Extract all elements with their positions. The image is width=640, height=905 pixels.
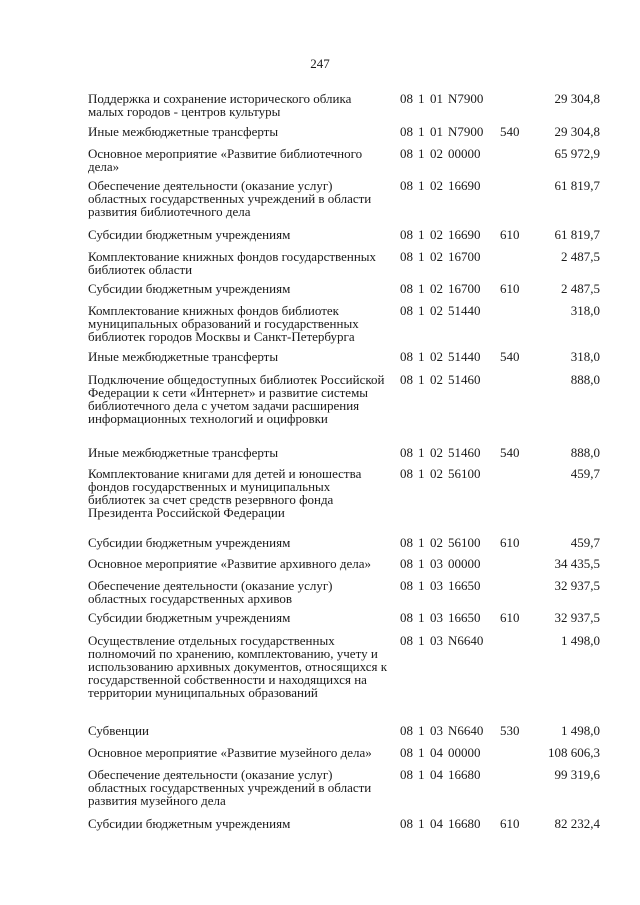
code-part: 02 xyxy=(430,281,443,296)
code-part: 1 xyxy=(418,556,425,571)
code-part: 04 xyxy=(430,816,443,831)
row-amount: 82 232,4 xyxy=(554,816,600,831)
row-expense-type: 610 xyxy=(500,610,520,625)
row-description: Субсидии бюджетным учреждениям xyxy=(88,281,291,296)
code-part: 03 xyxy=(430,723,443,738)
code-part: 02 xyxy=(430,303,443,318)
code-part: 08 xyxy=(400,556,413,571)
code-part: 08 xyxy=(400,816,413,831)
row-description: Поддержка и сохранение исторического облика малых городов - центров культуры xyxy=(88,91,352,119)
code-part: 00000 xyxy=(448,146,481,161)
code-part: 08 xyxy=(400,91,413,106)
row-amount: 318,0 xyxy=(570,349,600,364)
code-part: 1 xyxy=(418,767,425,782)
row-expense-type: 610 xyxy=(500,816,520,831)
code-part: 1 xyxy=(418,610,425,625)
row-amount: 888,0 xyxy=(570,445,600,460)
code-part: 1 xyxy=(418,281,425,296)
code-part: 08 xyxy=(400,445,413,460)
code-part: 03 xyxy=(430,610,443,625)
code-part: 02 xyxy=(430,372,443,387)
row-amount: 32 937,5 xyxy=(554,578,600,593)
code-part: 08 xyxy=(400,124,413,139)
row-code xyxy=(400,634,498,647)
row-description: Субсидии бюджетным учреждениям xyxy=(88,816,291,831)
code-part: 04 xyxy=(430,767,443,782)
code-part: 08 xyxy=(400,349,413,364)
code-part: 1 xyxy=(418,466,425,481)
code-part: 08 xyxy=(400,249,413,264)
row-code xyxy=(400,579,498,592)
code-part: 08 xyxy=(400,146,413,161)
row-description: Комплектование книжных фондов государственных библиотек области xyxy=(88,249,377,277)
code-part: 1 xyxy=(418,535,425,550)
row-description: Подключение общедоступных библиотек Российской Федерации к сети «Интернет» и развитие системы библиотечного дела с учетом задачи расширения информационных технологий и оцифровки xyxy=(88,372,385,426)
code-part: 16650 xyxy=(448,610,481,625)
code-part: 56100 xyxy=(448,466,481,481)
row-description: Обеспечение деятельности (оказание услуг) областных государственных архивов xyxy=(88,578,333,606)
row-expense-type: 610 xyxy=(500,535,520,550)
code-part: 1 xyxy=(418,178,425,193)
row-description: Основное мероприятие «Развитие архивного дела» xyxy=(88,556,372,571)
code-part: 56100 xyxy=(448,535,481,550)
code-part: 1 xyxy=(418,146,425,161)
row-code xyxy=(400,557,498,570)
code-part: 51460 xyxy=(448,372,481,387)
code-part: 08 xyxy=(400,372,413,387)
code-part: 08 xyxy=(400,578,413,593)
row-code xyxy=(400,282,498,295)
code-part: 1 xyxy=(418,303,425,318)
code-part: 02 xyxy=(430,146,443,161)
row-code xyxy=(400,467,498,480)
row-amount: 34 435,5 xyxy=(554,556,600,571)
code-part: 51440 xyxy=(448,303,481,318)
code-part: N7900 xyxy=(448,91,484,106)
code-part: 16700 xyxy=(448,281,481,296)
code-part: N6640 xyxy=(448,723,484,738)
code-part: 00000 xyxy=(448,745,481,760)
row-amount: 459,7 xyxy=(570,466,600,481)
code-part: 16690 xyxy=(448,178,481,193)
code-part: 08 xyxy=(400,466,413,481)
code-part: 08 xyxy=(400,767,413,782)
code-part: 08 xyxy=(400,535,413,550)
code-part: 08 xyxy=(400,723,413,738)
row-amount: 29 304,8 xyxy=(554,91,600,106)
row-amount: 99 319,6 xyxy=(554,767,600,782)
row-description: Субсидии бюджетным учреждениям xyxy=(88,227,291,242)
row-amount: 888,0 xyxy=(570,372,600,387)
row-amount: 2 487,5 xyxy=(561,281,600,296)
row-description: Комплектование книжных фондов библиотек муниципальных образований и государственных библиотек городов Москвы и Санкт-Петербурга xyxy=(88,303,359,344)
code-part: 1 xyxy=(418,349,425,364)
row-code xyxy=(400,304,498,317)
code-part: 04 xyxy=(430,745,443,760)
code-part: 08 xyxy=(400,281,413,296)
code-part: 1 xyxy=(418,249,425,264)
row-expense-type: 540 xyxy=(500,124,520,139)
code-part: 02 xyxy=(430,249,443,264)
code-part: 02 xyxy=(430,445,443,460)
code-part: 16680 xyxy=(448,816,481,831)
row-code xyxy=(400,536,498,549)
row-description: Комплектование книгами для детей и юношества фондов государственных и муниципальных библиотек за счет средств резервного фонда Президента Российской Федерации xyxy=(88,466,362,520)
code-part: 01 xyxy=(430,124,443,139)
row-amount: 1 498,0 xyxy=(561,633,600,648)
code-part: 02 xyxy=(430,466,443,481)
row-amount: 459,7 xyxy=(570,535,600,550)
code-part: 08 xyxy=(400,745,413,760)
code-part: 02 xyxy=(430,535,443,550)
row-description: Обеспечение деятельности (оказание услуг) областных государственных учреждений в области развития библиотечного дела xyxy=(88,178,372,219)
row-code xyxy=(400,350,498,363)
row-description: Иные межбюджетные трансферты xyxy=(88,349,279,364)
row-code xyxy=(400,746,498,759)
row-code xyxy=(400,92,498,105)
code-part: 03 xyxy=(430,578,443,593)
row-amount: 1 498,0 xyxy=(561,723,600,738)
row-description: Субвенции xyxy=(88,723,149,738)
row-description: Основное мероприятие «Развитие музейного дела» xyxy=(88,745,372,760)
row-amount: 65 972,9 xyxy=(554,146,600,161)
code-part: 1 xyxy=(418,227,425,242)
row-code xyxy=(400,250,498,263)
row-amount: 32 937,5 xyxy=(554,610,600,625)
code-part: 02 xyxy=(430,178,443,193)
row-code xyxy=(400,147,498,160)
row-code xyxy=(400,373,498,386)
row-amount: 318,0 xyxy=(570,303,600,318)
row-code xyxy=(400,179,498,192)
row-description: Субсидии бюджетным учреждениям xyxy=(88,535,291,550)
code-part: 1 xyxy=(418,723,425,738)
code-part: 16700 xyxy=(448,249,481,264)
code-part: 51460 xyxy=(448,445,481,460)
code-part: 1 xyxy=(418,745,425,760)
row-amount: 61 819,7 xyxy=(554,227,600,242)
code-part: 16680 xyxy=(448,767,481,782)
row-code xyxy=(400,125,498,138)
row-description: Основное мероприятие «Развитие библиотечного дела» xyxy=(88,146,363,174)
code-part: 16690 xyxy=(448,227,481,242)
code-part: 1 xyxy=(418,445,425,460)
row-code xyxy=(400,611,498,624)
code-part: 00000 xyxy=(448,556,481,571)
code-part: 08 xyxy=(400,303,413,318)
row-expense-type: 610 xyxy=(500,281,520,296)
code-part: 1 xyxy=(418,633,425,648)
code-part: 1 xyxy=(418,816,425,831)
row-expense-type: 610 xyxy=(500,227,520,242)
row-description: Обеспечение деятельности (оказание услуг) областных государственных учреждений в области развития музейного дела xyxy=(88,767,372,808)
row-code xyxy=(400,228,498,241)
code-part: 08 xyxy=(400,610,413,625)
code-part: 08 xyxy=(400,178,413,193)
code-part: 02 xyxy=(430,349,443,364)
row-amount: 29 304,8 xyxy=(554,124,600,139)
code-part: 1 xyxy=(418,372,425,387)
row-code xyxy=(400,817,498,830)
code-part: 01 xyxy=(430,91,443,106)
row-code xyxy=(400,446,498,459)
row-description: Субсидии бюджетным учреждениям xyxy=(88,610,291,625)
code-part: 51440 xyxy=(448,349,481,364)
code-part: 1 xyxy=(418,124,425,139)
page-number: 247 xyxy=(310,56,330,71)
code-part: 1 xyxy=(418,91,425,106)
code-part: 03 xyxy=(430,633,443,648)
row-description: Осуществление отдельных государственных полномочий по хранению, комплектованию, учету и использованию архивных документов, относящихся к государственной собственности и находящихся на территории муниципальных образований xyxy=(88,633,388,700)
row-amount: 2 487,5 xyxy=(561,249,600,264)
code-part: 16650 xyxy=(448,578,481,593)
row-expense-type: 540 xyxy=(500,445,520,460)
row-amount: 61 819,7 xyxy=(554,178,600,193)
code-part: N7900 xyxy=(448,124,484,139)
code-part: 1 xyxy=(418,578,425,593)
code-part: 02 xyxy=(430,227,443,242)
row-description: Иные межбюджетные трансферты xyxy=(88,445,279,460)
code-part: 08 xyxy=(400,227,413,242)
row-expense-type: 530 xyxy=(500,723,520,738)
code-part: 08 xyxy=(400,633,413,648)
row-expense-type: 540 xyxy=(500,349,520,364)
code-part: 03 xyxy=(430,556,443,571)
row-description: Иные межбюджетные трансферты xyxy=(88,124,279,139)
row-amount: 108 606,3 xyxy=(548,745,600,760)
code-part: N6640 xyxy=(448,633,484,648)
row-code xyxy=(400,768,498,781)
row-code xyxy=(400,724,498,737)
